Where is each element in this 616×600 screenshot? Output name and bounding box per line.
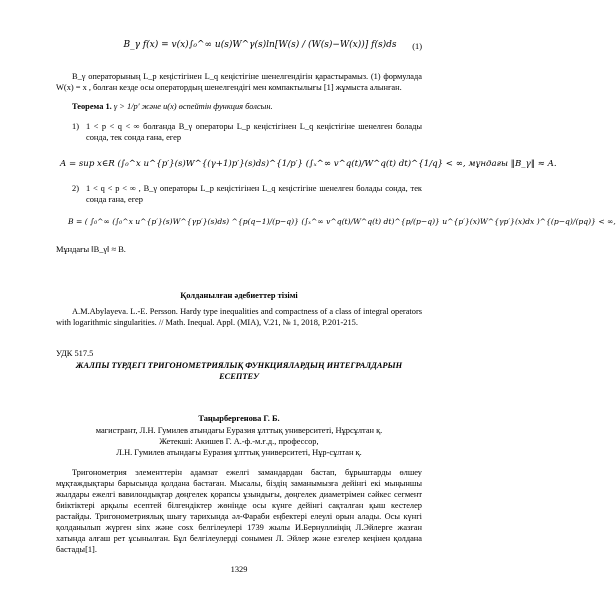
condition-2 [72,183,422,206]
condition-2-text: 1 < q < p < ∞ , B_γ операторы L_p кеңістігінен L_q кеңістігіне шенелген болады сонда, тек сонда ғана, егер [86,184,422,204]
author-affiliation: магистрант, Л.Н. Гумилев атындағы Еуразия ұлттық университеті, Нұрсұлтан қ. [95,426,383,435]
article-title: ЖАЛПЫ ТҮРДЕГІ ТРИГОНОМЕТРИЯЛЫҚ ФУНКЦИЯЛАРДЫҢ ИНТЕГРАЛДАРЫН ЕСЕПТЕУ [75,361,403,381]
udk-code: УДК 517.5 [56,349,94,358]
condition-1-text: 1 < p < q < ∞ болғанда B_γ операторы L_p кеңістігінен L_q кеңістігіне шенелген болады сонда, тек сонда ғана, егер [86,122,422,142]
condition-1 [72,121,422,144]
theorem-label: Теорема 1. [72,102,112,111]
equation-1: B_γ f(x) = v(x)∫₀^∞ u(s)W^γ(s)ln[W(s) / (W(s)−W(x))] f(s)ds [123,40,397,50]
formula-b: B = ( ∫₀^∞ (∫₀^x u^{p′}(s)W^{γp′}(s)ds) ^{p(q−1)/(p−q)} (∫ₓ^∞ v^q(t)/W^q(t) dt)^{p/(p−q)} u^{p′}(x)W^{γp′}(x)dx )^{(p−q)/(pq)} < ∞, [68,217,616,226]
theorem-statement [72,101,422,112]
condition-2-marker: 2) [72,184,79,193]
reference-item: A.M.Abylayeva. L.-E. Persson. Hardy type inequalities and compactness of a class of integral operators with logarithmic singularities. // Math. Inequal. Appl. (MIA), V.21, № 1, 2018, P.201-215. [56,307,422,327]
references-heading: Қолданылған әдебиеттер тізімі [180,291,298,300]
condition-1-marker: 1) [72,122,79,131]
body-paragraph: Тригонометрия элементтерін адамзат ежелгі замандардан бастап, бұрыштарды өлшеу мұқтаждықтары барысында қолдана бастаған. Мысалы, біздің заманымызға дейінгі екі мыңыншы жылдары ежелгі вавилондықтар дөңгелек қорапсы ұзындығы, дөңгелек диаметрімен сәйкес сегмент биіктіктері арқылы есептей білгендіктер жөнінде осы күнге дейінгі сақталған қыш кестелер растайды. Тригонометриялық шығу тарихында әл-Фараби еңбектері елеулі орын алады. Осы күнгі қолданылып жүрген sinx және cosx белгілеулері 1739 жылы И.Бернуллиіңің Л.Эйлерге жазған хатында алғаш рет ұсынылған. Бұл белгілеулерді сонымен Л. Эйлер және езгелер кеңінен қолдана бастады[1]. [56,468,422,554]
page-number: 1329 [230,565,248,574]
result-line: Мұндағы ‖B_γ‖ ≈ B. [56,245,126,254]
intro-paragraph: B_γ операторының L_p кеңістігінен L_q кеңістігіне шенелгендігін қарастырамыз. (1) формулада W(x) = x , болған кезде осы оператордың шенелгендігі мен компактылығы [1] жұмыста алынған. [56,72,422,92]
author-name: Таңырбергенова Г. Б. [198,414,280,423]
supervisor-affiliation: Л.Н. Гумилев атындағы Еуразия ұлттық университеті, Нұр-сұлтан қ. [116,448,362,457]
equation-number: (1) [412,42,422,51]
supervisor-line: Жетекші: Акишев Г. А.-ф.-м.ғ.д., профессор, [159,437,319,446]
theorem-text: γ > 1/p′ және u(x) өспейтін функция болсын. [113,102,273,111]
formula-a: A = sup x∈R (∫₀^x u^{p′}(s)W^{(γ+1)p′}(s)ds)^{1/p′} (∫ₓ^∞ v^q(t)/W^q(t) dt)^{1/q} < ∞, мұндағы ‖B_γ‖ ≈ A. [60,159,557,169]
